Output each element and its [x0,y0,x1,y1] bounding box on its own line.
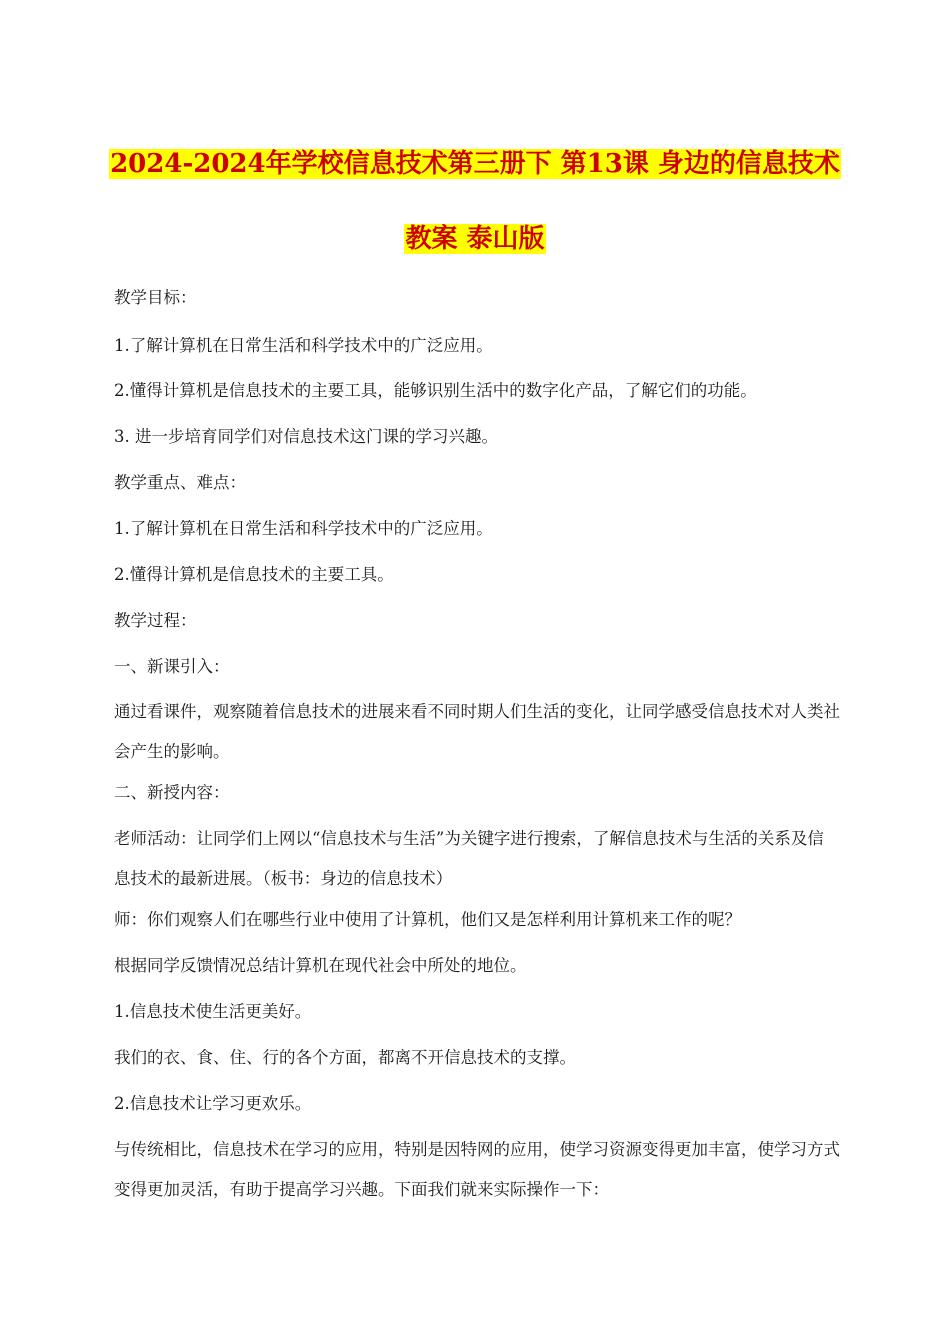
document-title-line-2: 教案 泰山版 [405,224,545,254]
paragraph-point-2: 2.信息技术让学习更欢乐。 [114,1094,312,1113]
paragraph-teacher-activity: 老师活动：让同学们上网以“信息技术与生活”为关键字进行搜索，了解信息技术与生活的关系及信息技术的最新进展。（板书：身边的信息技术） [114,829,824,888]
paragraph-section-1-body: 通过看课件，观察随着信息技术的进展来看不同时期人们生活的变化，让同学感受信息技术对人类社会产生的影响。 [114,702,840,761]
paragraph-objective-3: 3. 进一步培育同学们对信息技术这门课的学习兴趣。 [114,427,498,446]
paragraph-point-1: 1.信息技术使生活更美好。 [114,1002,312,1021]
paragraph-objective-2: 2.懂得计算机是信息技术的主要工具，能够识别生活中的数字化产品，了解它们的功能。 [114,381,757,400]
paragraph-teacher-question: 师：你们观察人们在哪些行业中使用了计算机，他们又是怎样利用计算机来工作的呢？ [114,910,741,929]
paragraph-section-2-heading: 二、新授内容： [114,783,230,802]
paragraph-objectives-heading: 教学目标： [114,288,197,307]
paragraph-objective-1: 1.了解计算机在日常生活和科学技术中的广泛应用。 [114,336,493,355]
paragraph-keypoint-2: 2.懂得计算机是信息技术的主要工具。 [114,565,394,584]
paragraph-point-1-body: 我们的衣、食、住、行的各个方面，都离不开信息技术的支撑。 [114,1048,576,1067]
document-title-line-1: 2024-2024年学校信息技术第三册下 第13课 身边的信息技术 [110,149,840,179]
paragraph-point-2-body: 与传统相比，信息技术在学习的应用，特别是因特网的应用，使学习资源变得更加丰富，使学习方式变得更加灵活，有助于提高学习兴趣。下面我们就来实际操作一下： [114,1140,840,1199]
paragraph-process-heading: 教学过程： [114,611,197,630]
paragraph-keypoint-1: 1.了解计算机在日常生活和科学技术中的广泛应用。 [114,519,493,538]
paragraph-keypoints-heading: 教学重点、难点： [114,473,246,492]
paragraph-section-1-heading: 一、新课引入： [114,657,230,676]
paragraph-summary: 根据同学反馈情况总结计算机在现代社会中所处的地位。 [114,956,527,975]
